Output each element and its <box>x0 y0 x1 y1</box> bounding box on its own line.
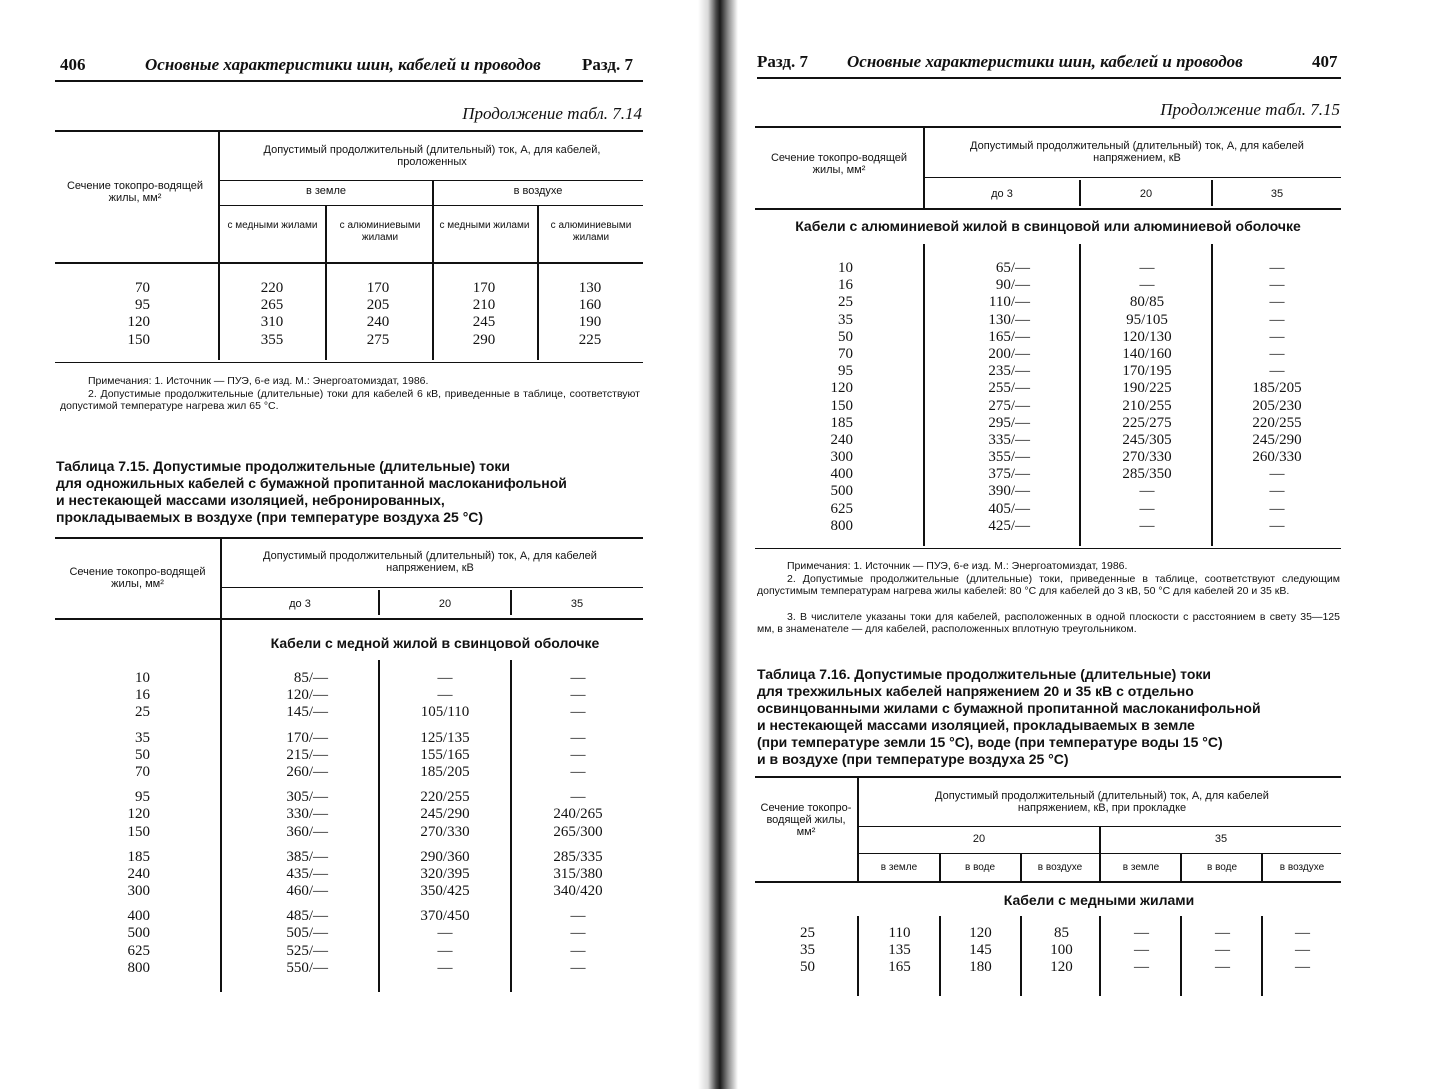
col-head-ground: в земле <box>305 185 347 197</box>
section-title: Кабели с алюминиевой жилой в свинцовой или алюминиевой оболочке <box>795 218 1301 234</box>
section-label: Разд. 7 <box>582 55 634 74</box>
left-page: 406 Основные характеристики шин, кабелей и проводов Разд. 7 Продолжение табл. 7.14 Сечение токопро-водящей жилы, мм² Допустимый продолжительный (длительный) ток, А, для кабелей, проложенных в земле в воздухе с медными жилами с алюминиевыми жилами с медными жилами с алюминиевыми жилами 70 95 120 150 220 265 310 355 170 205 240 275 170 210 245 290 130 160 190 225 Примечания: 1. Источник — ПУЭ, 6-е изд. М.: Энергоатомиздат, 1986. 2. Допустимые продолжительные (длительные) токи для кабелей 6 кВ, приведенные в таблице, соответствуют допустимой температуре нагрева жил 65 °С. Таблица 7.15. Допустимые продолжительные (длительные) токи для одножильных кабелей с бумажной пропитанной маслоканифольной и нестекающей массами изоляцией, небронированных, прокладываемых в воздухе (при температуре воздуха 25 °С) Сечение токопро-водящей жилы, мм² Допустимый продолжительный (длительный) ток, А, для кабелей напряжением, кВ до 3 20 35 Кабели с медной жилой в свинцовой оболочке 10 16 25 35 50 70 95 120 150 185 240 300 400 500 625 800 85/— 120/— 145/— 170/— 215/— 260/— 305/— 330/— 360/— 385/— 435/— 460/— 485/— 505/— 525/— 550/— — — 105/110 125/135 155/165 185/205 220/255 245/290 270/330 290/360 320/395 350/425 370/450 — — — — — — — — — — 240/265 265/300 285/335 315/380 340/420 — — — — <box>0 0 700 1089</box>
page-number: 406 <box>60 55 86 74</box>
section-title: Кабели с медной жилой в свинцовой оболочке <box>230 635 640 651</box>
col-head-section: Сечение токопро-водящей жилы, мм² <box>66 180 204 204</box>
continuation-label: Продолжение табл. 7.14 <box>462 104 642 123</box>
note-1: Примечания: 1. Источник — ПУЭ, 6-е изд. М.: Энергоатомиздат, 1986. <box>88 375 429 387</box>
note-1: Примечания: 1. Источник — ПУЭ, 6-е изд. М.: Энергоатомиздат, 1986. <box>787 560 1128 572</box>
continuation-label: Продолжение табл. 7.15 <box>1160 100 1340 119</box>
col-head-current: Допустимый продолжительный (длительный) ток, А, для кабелей напряжением, кВ, при прокладке <box>935 790 1269 814</box>
running-head: Основные характеристики шин, кабелей и проводов <box>145 55 541 74</box>
section-label: Разд. 7 <box>757 52 809 71</box>
col-head-current: Допустимый продолжительный (длительный) ток, А, для кабелей напряжением, кВ <box>970 140 1304 164</box>
page-number: 407 <box>1312 52 1338 71</box>
col-head-copper-ground: с медными жилами <box>227 220 318 231</box>
book-spine <box>698 0 738 1089</box>
note-2: 2. Допустимые продолжительные (длительные) токи, приведенные в таблице, соответствуют следующим допустимым температурам нагрева жилы кабелей: 80 °С для кабелей до 3 кВ, 50 °С для кабелей 20 и 35 кВ. <box>757 573 1340 597</box>
note-2: 2. Допустимые продолжительные (длительные) токи для кабелей 6 кВ, приведенные в таблице, соответствуют допустимой температуре нагрева жил 65 °С. <box>60 388 640 412</box>
running-head: Основные характеристики шин, кабелей и проводов <box>847 52 1243 71</box>
col-head-section: Сечение токопро-водящей жилы, мм² <box>760 802 852 838</box>
col-head-air: в воздухе <box>513 185 563 197</box>
col-head-current: Допустимый продолжительный (длительный) ток, А, для кабелей, проложенных <box>263 144 601 168</box>
section-title: Кабели с медными жилами <box>1003 892 1195 908</box>
table-row: 70 <box>135 280 150 296</box>
right-page: Разд. 7 Основные характеристики шин, кабелей и проводов 407 Продолжение табл. 7.15 Сечение токопро-водящей жилы, мм² Допустимый продолжительный (длительный) ток, А, для кабелей напряжением, кВ до 3 20 35 Кабели с алюминиевой жилой в свинцовой или алюминиевой оболочке 10 16 25 35 50 70 95 120 150 185 240 300 400 500 625 800 65/— 90/— 110/— 130/— 165/— 200/— 235/— 255/— 275/— 295/— 335/— 355/— 375/— 390/— 405/— 425/— — — 80/85 95/105 120/130 140/160 170/195 190/225 210/255 225/275 245/305 270/330 285/350 — — — — — — — — — — 185/205 205/230 220/255 245/290 260/330 — — — — Примечания: 1. Источник — ПУЭ, 6-е изд. М.: Энергоатомиздат, 1986. 2. Допустимые продолжительные (длительные) токи, приведенные в таблице, соответствуют следующим допустимым температурам нагрева жилы кабелей: 80 °С для кабелей до 3 кВ, 50 °С для кабелей 20 и 35 кВ. 3. В числителе указаны токи для кабелей, расположенных в одной плоскости с расстоянием в свету 35—125 мм, в знаменателе — для кабелей, расположенных вплотную треугольником. Таблица 7.16. Допустимые продолжительные (длительные) токи для трехжильных кабелей напряжением 20 и 35 кВ с отдельно освинцованными жилами с бумажной пропитанной маслоканифольной и нестекающей массами изоляцией, прокладываемых в земле (при температуре земли 15 °С), воде (при температуре воды 15 °С) и в воздухе (при температуре воздуха 25 °С) Сечение токопро-водящей жилы, мм² Допустимый продолжительный (длительный) ток, А, для кабелей напряжением, кВ, при прокладке 20 35 в земле в воде в воздухе в земле в воде в воздухе Кабели с медными жилами 25 35 50 110 135 165 120 145 180 85 100 120 — — — — — — — — — <box>737 0 1437 1089</box>
col-head-section: Сечение токопро-водящей жилы, мм² <box>69 566 206 590</box>
table-7-16-caption: Таблица 7.16. Допустимые продолжительные (длительные) токи для трехжильных кабелей напряжением 20 и 35 кВ с отдельно освинцованными жилами с бумажной пропитанной маслоканифольной и нестекающей массами изоляцией, прокладываемых в земле (при температуре земли 15 °С), воде (при температуре воды 15 °С) и в воздухе (при температуре воздуха 25 °С) <box>757 666 1261 767</box>
table-7-15-caption: Таблица 7.15. Допустимые продолжительные (длительные) токи для одножильных кабелей с бумажной пропитанной маслоканифольной и нестекающей массами изоляцией, небронированных, прокладываемых в воздухе (при температуре воздуха 25 °С) <box>56 458 567 525</box>
col-head-al-ground: с алюминиевыми жилами <box>339 220 421 243</box>
col-head-section: Сечение токопро-водящей жилы, мм² <box>770 152 908 176</box>
col-head-copper-air: с медными жилами <box>439 220 530 231</box>
col-head-al-air: с алюминиевыми жилами <box>550 220 632 243</box>
col-head-current: Допустимый продолжительный (длительный) ток, А, для кабелей напряжением, кВ <box>263 550 597 574</box>
note-3: 3. В числителе указаны токи для кабелей, расположенных в одной плоскости с расстоянием в свету 35—125 мм, в знаменателе — для кабелей, расположенных вплотную треугольником. <box>757 611 1340 635</box>
